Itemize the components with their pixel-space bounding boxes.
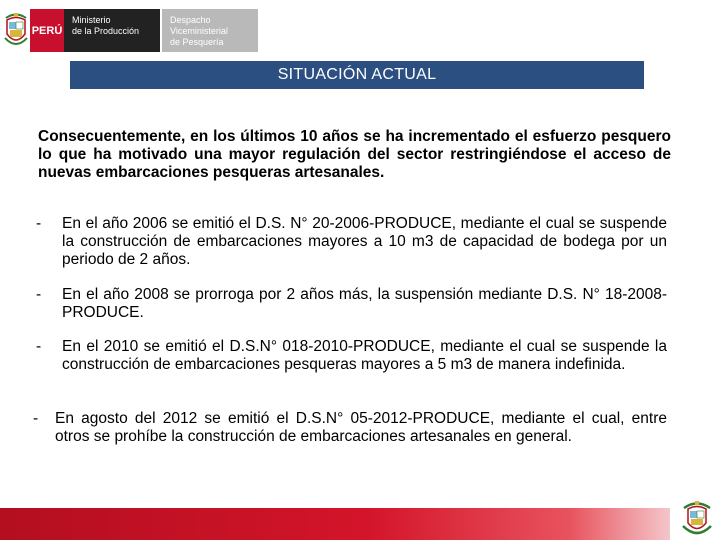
bullet-text: En el año 2006 se emitió el D.S. N° 20-2006-PRODUCE, mediante el cual se suspende la construcción de embarcaciones mayores a 10 m3 de capacidad de bodega por un periodo de 2 años. [62,215,667,268]
vice-ministry-line-2: de Pesquería [170,37,224,47]
ministry-label [64,9,160,52]
slide-title-bar [70,61,644,89]
vice-ministry-line-1: Despacho Viceministerial [170,15,228,36]
bullet-item [33,410,667,446]
bullet-item [36,338,667,374]
bullet-text: En agosto del 2012 se emitió el D.S.N° 05-2012-PRODUCE, mediante el cual, entre otros se prohíbe la construcción de embarcaciones artesanales en general. [55,410,667,445]
ministry-line-2: de la Producción [72,26,140,36]
bullet-dash: - [33,410,39,427]
bullet-dash: - [36,286,42,303]
coat-of-arms-icon [680,500,714,538]
footer-red-band [0,508,670,540]
coat-of-arms-icon [4,12,28,50]
bullet-dash: - [36,338,42,355]
slide-title: SITUACIÓN ACTUAL [277,66,437,83]
bullet-item [36,286,667,322]
bullet-text: En el año 2008 se prorroga por 2 años más, la suspensión mediante D.S. N° 18-2008-PRODUCE. [62,286,667,321]
intro-paragraph: Consecuentemente, en los últimos 10 años se ha incrementado el esfuerzo pesquero lo que ha motivado una mayor regulación del sector restringiéndose el acceso de nuevas embarcaciones pesqueras artesanales. [38,128,671,181]
peru-label [30,9,64,52]
bullet-item [36,215,667,269]
bullet-dash: - [36,215,42,232]
vice-ministry-label [162,9,258,52]
bullet-text: En el 2010 se emitió el D.S.N° 018-2010-PRODUCE, mediante el cual se suspende la construcción de embarcaciones pesqueras mayores a 5 m3 de manera indefinida. [62,338,667,373]
ministry-line-1: Ministerio [72,15,111,25]
header-logo-strip [4,9,258,52]
country-name: PERÚ [31,24,63,37]
